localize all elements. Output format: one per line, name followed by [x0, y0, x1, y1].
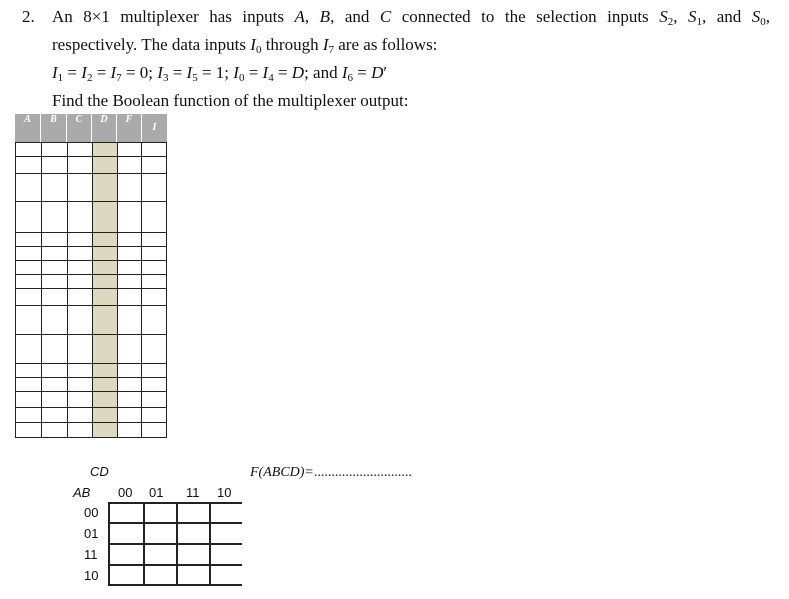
kmap-row-label: 11 — [84, 547, 98, 562]
question-line-1: An 8×1 multiplexer has inputs A, B, and C connected to the selection inputs $S_2$, $S_1$, and $S_0$, — [52, 7, 771, 28]
kmap-col-label: 00 — [118, 485, 133, 500]
truth-table-grid — [15, 142, 167, 438]
kmap-col-label: 11 — [186, 485, 200, 500]
kmap-row-variable: AB — [73, 485, 91, 500]
kmap-row-label: 10 — [84, 568, 99, 583]
question-line-3-equations: $I_1 = I_2 = I_7 = 0$; $I_3 = I_5 = 1$; $I_0 = I_4 = D$; and $I_6 = D'$ — [52, 63, 388, 84]
header-f: F — [116, 114, 141, 142]
kmap-row-label: 00 — [84, 505, 99, 520]
kmap-col-label: 10 — [217, 485, 232, 500]
truth-table-header — [15, 114, 167, 142]
question-line2-part-a: respectively. The data inputs — [52, 35, 247, 54]
header-i: I — [141, 114, 167, 142]
question-number: 2. — [22, 7, 35, 26]
shaded-column-d — [92, 143, 117, 437]
header-d: D — [91, 114, 116, 142]
answer-line — [250, 465, 412, 481]
answer-blank[interactable]: ............................ — [313, 465, 412, 480]
question-line-4: Find the Boolean function of the multiplexer output: — [52, 91, 409, 110]
kmap-column-variable: CD — [90, 464, 109, 479]
kmap-row-label: 01 — [84, 526, 99, 541]
question-line1-part-b: connected to the selection inputs — [401, 7, 649, 26]
question-line2-part-c: are as follows: — [338, 35, 438, 54]
answer-label: F(ABCD)= — [250, 465, 314, 480]
header-c: C — [66, 114, 91, 142]
question-line1-part-a: An 8×1 multiplexer has inputs — [52, 7, 284, 26]
header-b: B — [40, 114, 66, 142]
truth-table — [15, 114, 167, 438]
question-line2-part-b: through — [265, 35, 319, 54]
kmap-grid — [108, 502, 242, 586]
header-a: A — [15, 114, 40, 142]
kmap-col-label: 01 — [149, 485, 164, 500]
question-line-2: respectively. The data inputs $I_0$ through $I_7$ are as follows: — [52, 35, 438, 56]
